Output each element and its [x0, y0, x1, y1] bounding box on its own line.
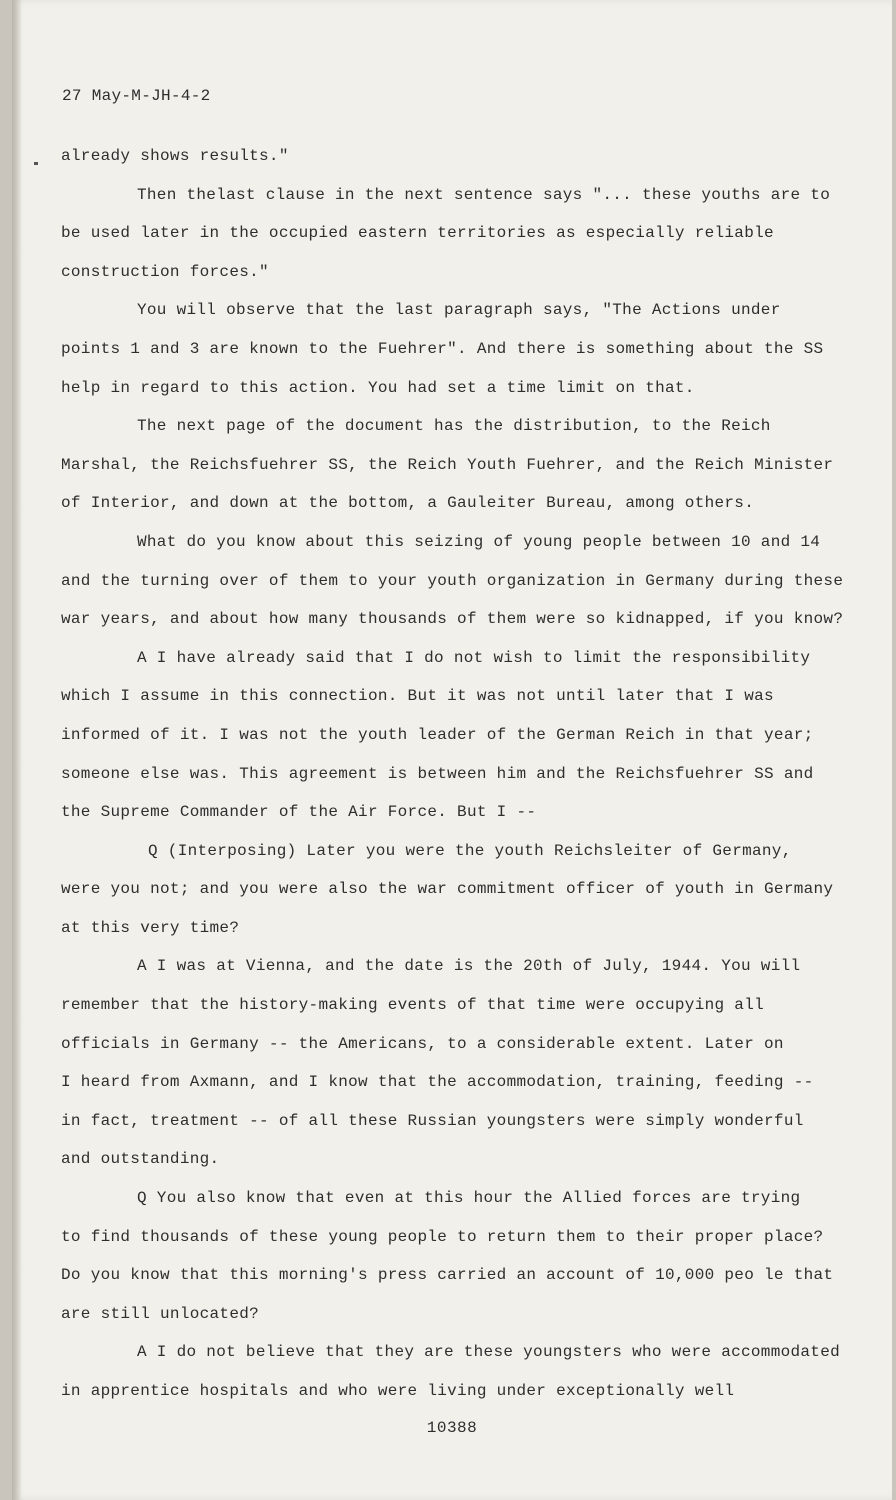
text-line: Q (Interposing) Later you were the youth Reichsleiter of Germany,	[148, 841, 792, 860]
text-line: officials in Germany -- the Americans, to a considerable extent. Later on	[61, 1034, 784, 1053]
text-line: Do you know that this morning's press carried an account of 10,000 peo le that	[61, 1266, 834, 1285]
text-line: war years, and about how many thousands of them were so kidnapped, if you know?	[61, 610, 844, 629]
text-line: in apprentice hospitals and who were living under exceptionally well	[61, 1382, 735, 1400]
text-line: be used later in the occupied eastern territories as especially reliable	[61, 224, 774, 243]
text-line: in fact, treatment -- of all these Russian youngsters were simply wonderful	[61, 1111, 804, 1130]
transcript-body	[61, 137, 851, 1411]
margin-mark	[34, 162, 38, 165]
text-line: help in regard to this action. You had set a time limit on that.	[61, 378, 695, 397]
text-line: are still unlocated?	[61, 1304, 260, 1323]
text-line: Marshal, the Reichsfuehrer SS, the Reich Youth Fuehrer, and the Reich Minister	[61, 455, 834, 474]
text-line: I heard from Axmann, and I know that the accommodation, training, feeding --	[61, 1073, 814, 1092]
text-line: to find thousands of these young people to return them to their proper place?	[61, 1227, 824, 1246]
text-line: at this very time?	[61, 918, 240, 937]
text-line: already shows results."	[61, 147, 289, 165]
text-line: Then thelast clause in the next sentence says "... these youths are to	[137, 185, 831, 204]
text-line: A I do not believe that they are these youngsters who were accommodated	[137, 1343, 841, 1362]
page-header: 27 May-M-JH-4-2	[62, 87, 211, 105]
text-line: A I was at Vienna, and the date is the 20th of July, 1944. You will	[137, 957, 801, 976]
text-line: which I assume in this connection. But it was not until later that I was	[61, 687, 774, 706]
text-line: of Interior, and down at the bottom, a Gauleiter Bureau, among others.	[61, 494, 755, 513]
text-line: remember that the history-making events of that time were occupying all	[61, 996, 765, 1015]
text-line: A I have already said that I do not wish to limit the responsibility	[137, 648, 811, 667]
document-page	[12, 0, 892, 1500]
text-line: What do you know about this seizing of young people between 10 and 14	[137, 532, 821, 551]
text-line: informed of it. I was not the youth leader of the German Reich in that year;	[61, 725, 814, 744]
text-line: construction forces."	[61, 262, 269, 281]
text-line: someone else was. This agreement is between him and the Reichsfuehrer SS and	[61, 764, 814, 783]
text-line: points 1 and 3 are known to the Fuehrer". And there is something about the SS	[61, 339, 824, 358]
text-line: The next page of the document has the distribution, to the Reich	[137, 417, 771, 436]
text-line: were you not; and you were also the war commitment officer of youth in Germany	[61, 880, 834, 899]
text-line: Q You also know that even at this hour the Allied forces are trying	[137, 1189, 801, 1208]
page-number: 10388	[426, 1419, 478, 1437]
text-line: You will observe that the last paragraph says, "The Actions under	[137, 301, 781, 320]
text-line: and the turning over of them to your youth organization in Germany during these	[61, 571, 844, 590]
text-line: and outstanding.	[61, 1150, 220, 1169]
text-line: the Supreme Commander of the Air Force. But I --	[61, 803, 537, 822]
